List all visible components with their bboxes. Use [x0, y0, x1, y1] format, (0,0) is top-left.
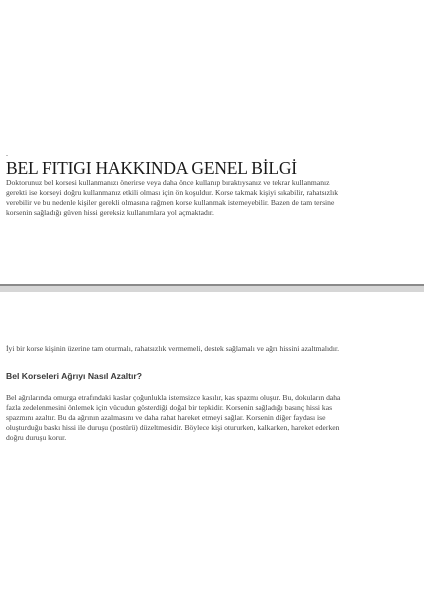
paragraph-line: spazmını azaltır. Bu da ağrının azalmasını ve daha rahat hareket etmeyi sağlar. Korsenin diğer faydası ise: [6, 413, 326, 422]
summary-sentence: İyi bir korse kişinin üzerine tam oturmalı, rahatsızlık vermemeli, destek sağlamalı ve ağrı hissini azaltmalıdır.: [6, 344, 339, 353]
paragraph-line: fazla zedelenmesini önlemek için vücudun gösterdiği doğal bir tepkidir. Korsenin sağladığı basınç hissi kas: [6, 403, 333, 412]
paragraph-line: Bel ağrılarında omurga etrafındaki kaslar çoğunlukla istemsizce kasılır, kas spazmı oluşur. Bu, dokuların daha: [6, 393, 341, 402]
document-page-top: [0, 0, 424, 284]
section-heading: Bel Korseleri Ağrıyı Nasıl Azaltır?: [6, 371, 142, 381]
intro-paragraph: [6, 178, 420, 218]
paragraph-line: gerekti ise korseyi doğru kullanmanız etkili olması için ön koşuldur. Korse takmak kişiyi sıkabilir, rahatsızlık: [6, 188, 339, 197]
paragraph-line: verebilir ve bu nedenle kişiler gerekli olmasına rağmen korse kullanmak istemeyebilir. Bazen de tam tersine: [6, 198, 335, 207]
page-title: BEL FITIGI HAKKINDA GENEL BİLGİ: [6, 158, 297, 178]
paragraph-line: doğru duruşu korur.: [6, 433, 67, 442]
paragraph-line: korsenin sağladığı güven hissi gereksiz kullanımlara yol açmaktadır.: [6, 208, 214, 217]
page-separator-line: [0, 284, 424, 286]
bullet-mark: .: [6, 149, 8, 158]
paragraph-line: oluşturduğu baskı hissi ile duruşu (postürü) düzeltmesidir. Böylece kişi otururken, kalkarken, hareket ederken: [6, 423, 340, 432]
document-page-bottom: [0, 292, 424, 600]
paragraph-line: Doktorunuz bel korsesi kullanmanızı önerirse veya daha önce kullanıp bıraktıysanız ve tekrar kullanmanız: [6, 178, 330, 187]
body-paragraph: [6, 393, 420, 443]
